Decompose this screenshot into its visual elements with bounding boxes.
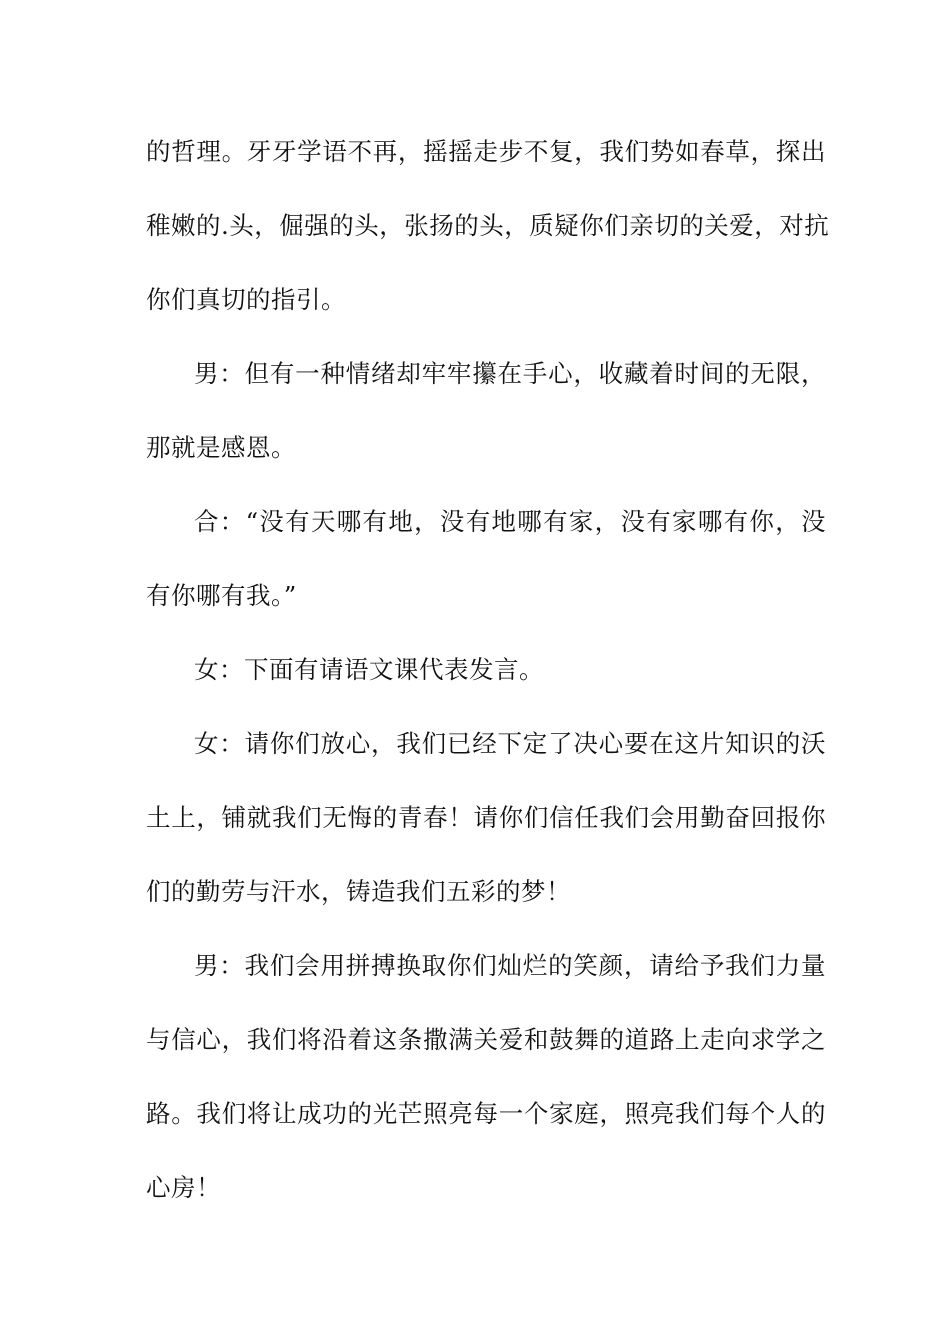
paragraph-line: 土上，铺就我们无悔的青春！请你们信任我们会用勤奋回报你 — [146, 803, 826, 832]
paragraph-line: 与信心，我们将沿着这条撒满关爱和鼓舞的道路上走向求学之 — [146, 1025, 826, 1054]
paragraph-line: 合：“没有天哪有地，没有地哪有家，没有家哪有你，没 — [194, 507, 826, 536]
paragraph-line: 们的勤劳与汗水，铸造我们五彩的梦！ — [146, 877, 571, 906]
paragraph-line: 男：我们会用拼搏换取你们灿烂的笑颜，请给予我们力量 — [194, 951, 826, 980]
paragraph-line: 心房！ — [146, 1173, 221, 1202]
paragraph-line: 男：但有一种情绪却牢牢攥在手心，收藏着时间的无限， — [194, 359, 826, 388]
paragraph-line: 你们真切的指引。 — [146, 285, 346, 314]
paragraph-line: 女：请你们放心，我们已经下定了决心要在这片知识的沃 — [194, 729, 826, 758]
paragraph-line: 有你哪有我。” — [146, 581, 297, 610]
paragraph-line: 稚嫩的.头，倔强的头，张扬的头，质疑你们亲切的关爱，对抗 — [146, 211, 830, 240]
paragraph-line: 的哲理。牙牙学语不再，摇摇走步不复，我们势如春草，探出 — [146, 137, 826, 166]
paragraph-line: 路。我们将让成功的光芒照亮每一个家庭，照亮我们每个人的 — [146, 1099, 826, 1128]
paragraph-line: 女：下面有请语文课代表发言。 — [194, 655, 544, 684]
paragraph-line: 那就是感恩。 — [146, 433, 296, 462]
